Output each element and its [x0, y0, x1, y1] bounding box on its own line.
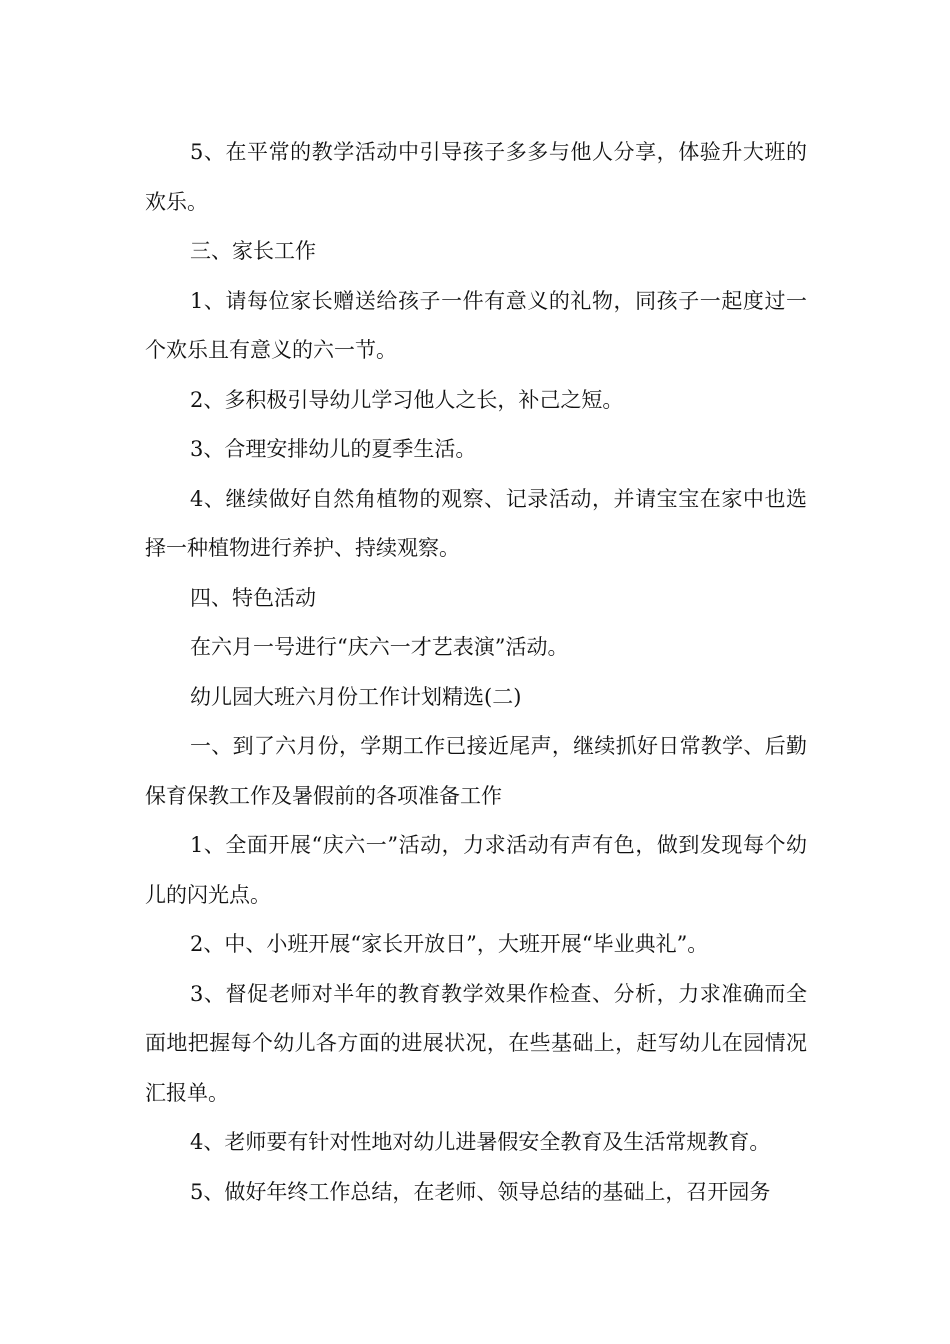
- paragraph-12: 2、中、小班开展“家长开放日”，大班开展“毕业典礼”。: [190, 932, 709, 956]
- paragraph-5: 3、合理安排幼儿的夏季生活。: [190, 437, 477, 461]
- paragraph-4: 2、多积极引导幼儿学习他人之长，补己之短。: [190, 387, 624, 412]
- document-subtitle: 幼儿园大班六月份工作计划精选(二): [190, 684, 522, 709]
- document-body: [145, 128, 807, 1217]
- paragraph-13: 3、督促老师对半年的教育教学效果作检查、分析，力求准确而全面地把握每个幼儿各方面的进展状况，在些基础上，赶写幼儿在园情况汇报单。: [145, 981, 807, 1105]
- paragraph-6: 4、继续做好自然角植物的观察、记录活动，并请宝宝在家中也选择一种植物进行养护、持续观察。: [145, 486, 807, 560]
- paragraph-8: 在六月一号进行“庆六一才艺表演”活动。: [190, 635, 569, 659]
- paragraph-15: 5、做好年终工作总结，在老师、领导总结的基础上，召开园务: [190, 1179, 771, 1204]
- paragraph-1: 5、在平常的教学活动中引导孩子多多与他人分享，体验升大班的欢乐。: [145, 140, 807, 214]
- paragraph-11: 1、全面开展“庆六一”活动，力求活动有声有色，做到发现每个幼儿的闪光点。: [145, 833, 807, 907]
- paragraph-14: 4、老师要有针对性地对幼儿进暑假安全教育及生活常规教育。: [190, 1130, 771, 1154]
- section-heading-parent-work: 三、家长工作: [190, 239, 316, 263]
- section-heading-special-activity: 四、特色活动: [190, 585, 316, 610]
- paragraph-10: 一、到了六月份，学期工作已接近尾声，继续抓好日常教学、后勤保育保教工作及暑假前的各项准备工作: [145, 734, 807, 808]
- paragraph-3: 1、请每位家长赠送给孩子一件有意义的礼物，同孩子一起度过一个欢乐且有意义的六一节。: [145, 288, 807, 362]
